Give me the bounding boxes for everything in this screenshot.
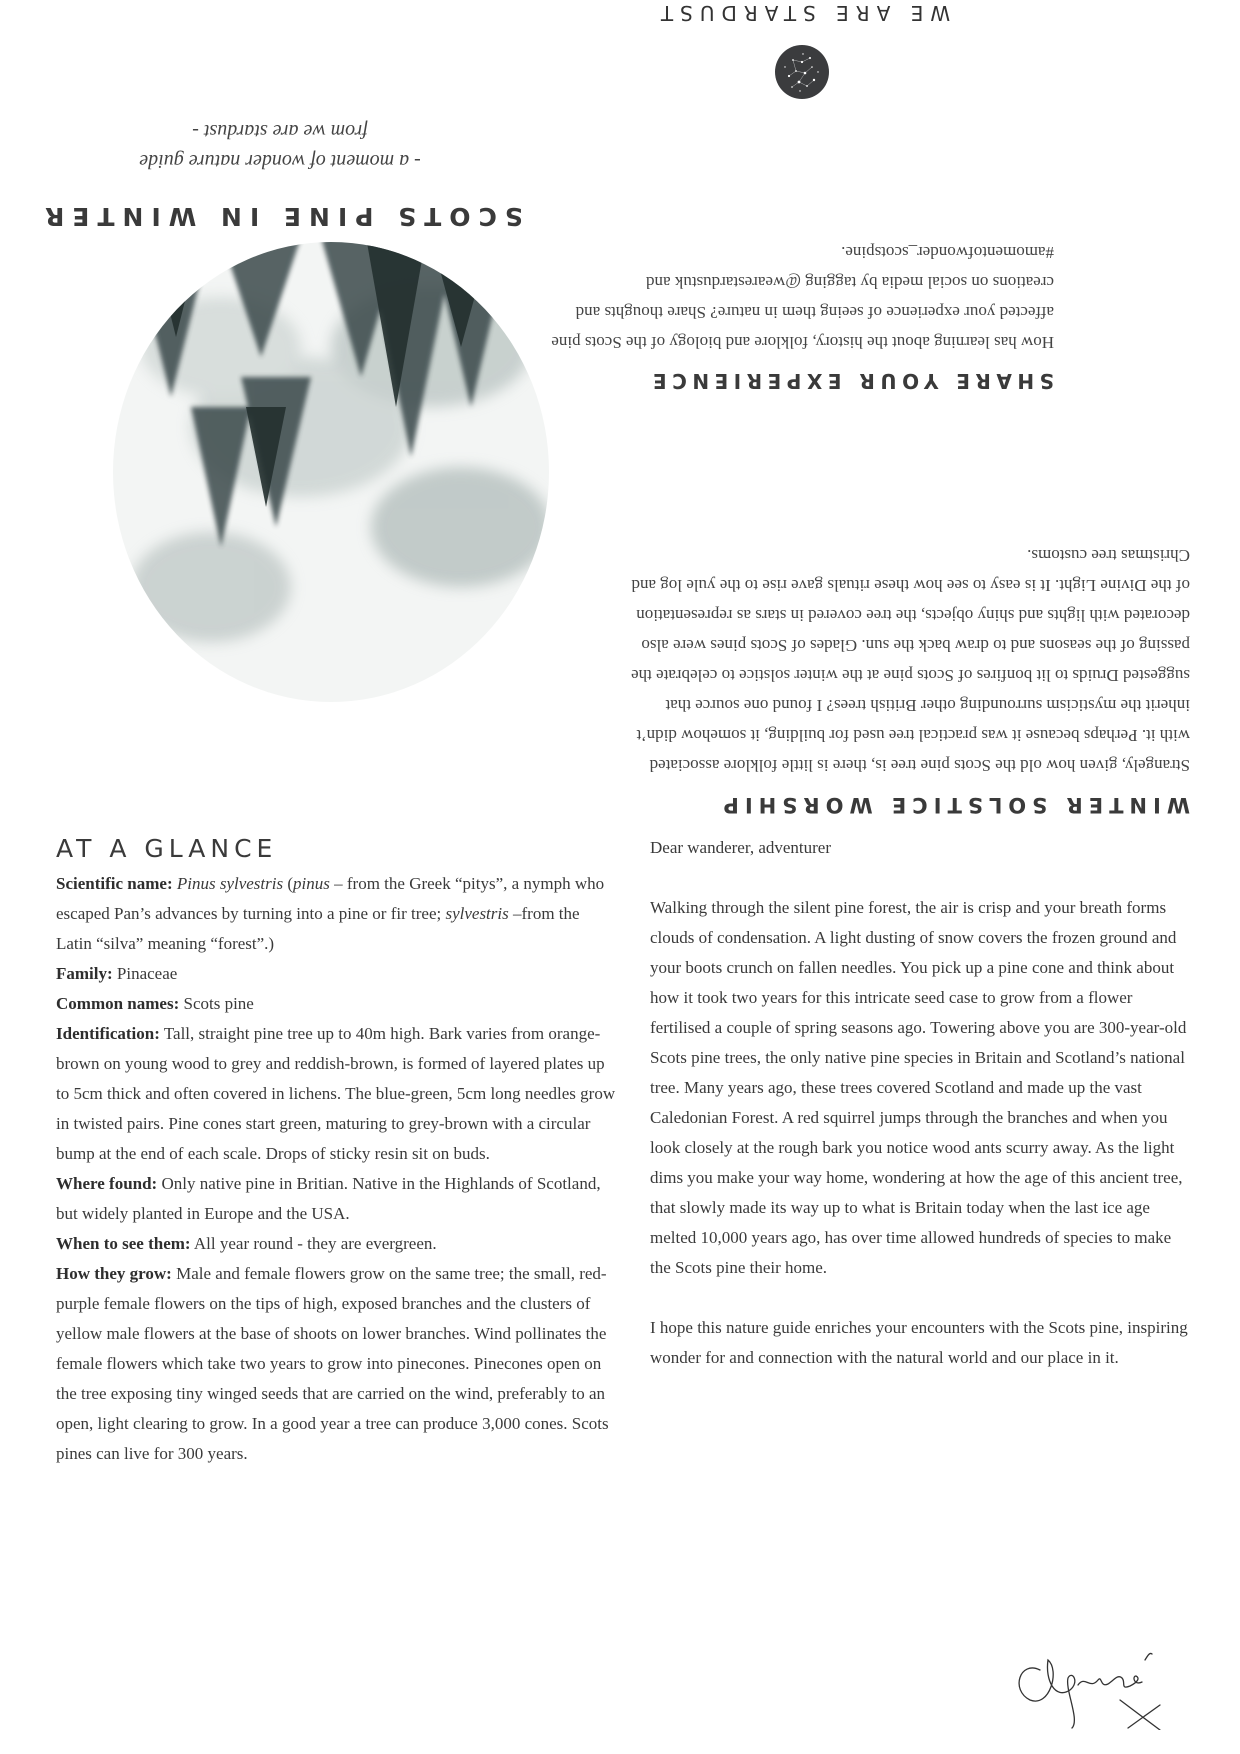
identification-value: Tall, straight pine tree up to 40m high. Bark varies from orange-brown on young wood to grey and reddish-brown, is formed of layered plates up to 5cm thick and often covered in lichens. The blue-green, 5cm long needles grow in twisted pairs. Pine cones start green, maturing to grey-brown with a circular bump at the end of each scale. Drops of sticky resin sit on buds.: [56, 1024, 616, 1163]
when-to-see-value: All year round - they are evergreen.: [190, 1234, 437, 1253]
scientific-text: –from the Latin “silva” meaning “forest”.): [56, 904, 580, 953]
at-a-glance-heading: AT A GLANCE: [56, 834, 278, 863]
winter-solstice-body: Strangely, given how old the Scots pine tree is, there is little folklore associated with it. Perhaps because it was practical tree used for building, it somehow didn’t inherit the mysticism surrounding other British trees? I found one source that suggested Druids to lit bonfires of Scots pine at the winter solstice to celebrate the passing of the seasons and to draw back the sun. Glades of Scots pines were also decorated with lights and shiny objects, the tree covered in stars as representation of the Divine Light. It is easy to see how these rituals gave rise to the yule log and Christmas tree customs.: [631, 546, 1190, 775]
letter-section: [650, 833, 1190, 1373]
letter-paragraph: Walking through the silent pine forest, the air is crisp and your breath forms clouds of condensation. A light dusting of snow covers the frozen ground and your boots crunch on fallen needles. You pick up a pine cone and think about how it took two years for this intricate seed case to grow from a flower fertilised a couple of spring seasons ago. Towering above you are 300-year-old Scots pine trees, the only native pine species in Britain and Scotland’s national tree. Many years ago, these trees covered Scotland and made up the vast Caledonian Forest. A red squirrel jumps through the branches and when you look closely at the rough bark you notice wood ants scurry away. As the light dims you make your way home, wondering at how the age of this ancient tree, that slowly made its way up to what is Britain today when the last ice age melted 10,000 years ago, has over time allowed hundreds of species to make the Scots pine their home.: [650, 898, 1187, 1277]
share-heading: SHARE YOUR EXPERIENCE: [647, 369, 1054, 393]
brand-name: WE ARE STARDUST: [653, 1, 951, 25]
handwritten-signature: [1010, 1630, 1170, 1730]
identification-entry: [56, 1019, 616, 1169]
where-found-entry: [56, 1169, 616, 1229]
watercolor-pine-forest-illustration: [111, 237, 551, 707]
page-subtitle: [20, 116, 540, 176]
brand-block: [552, 0, 1052, 100]
letter-greeting: Dear wanderer, adventurer: [650, 838, 832, 857]
how-they-grow-entry: [56, 1259, 616, 1469]
subtitle-line: from we are stardust -: [192, 120, 368, 142]
scientific-name-latin: Pinus sylvestris: [176, 874, 284, 893]
when-to-see-label: When to see them:: [56, 1234, 191, 1253]
common-names-entry: [56, 989, 616, 1019]
starry-logo-icon: [774, 44, 830, 100]
scientific-text: (: [283, 874, 294, 893]
family-label: Family:: [56, 964, 113, 983]
scientific-name-label: Scientific name:: [56, 874, 173, 893]
at-a-glance-section: [56, 869, 616, 1469]
winter-solstice-heading: WINTER SOLSTICE WORSHIP: [717, 793, 1190, 817]
page-title: SCOTS PINE IN WINTER: [37, 202, 523, 231]
common-names-label: Common names:: [56, 994, 180, 1013]
when-to-see-entry: [56, 1229, 616, 1259]
scientific-name-entry: [56, 869, 616, 959]
where-found-label: Where found:: [56, 1174, 158, 1193]
scientific-text: – from the Greek “pitys”, a nymph who escaped Pan’s advances by turning into a pine or fir tree;: [56, 874, 605, 923]
share-body: How has learning about the history, folklore and biology of the Scots pine affected your experience of seeing them in nature? Share thoughts and creations on social media by tagging @wearestardustuk and #amomentofwonder_scotspine.: [551, 243, 1054, 352]
title-block: [20, 116, 540, 231]
common-names-value: Scots pine: [179, 994, 254, 1013]
subtitle-line: - a moment of wonder nature guide: [139, 150, 421, 172]
identification-label: Identification:: [56, 1024, 160, 1043]
letter-paragraph: I hope this nature guide enriches your encounters with the Scots pine, inspiring wonder for and connection with the natural world and our place in it.: [650, 1318, 1188, 1367]
how-they-grow-value: Male and female flowers grow on the same tree; the small, red-purple female flowers on the tips of high, exposed branches and the clusters of yellow male flowers at the base of shoots on lower branches. Wind pollinates the female flowers which take two years to grow into pinecones. Pinecones open on the tree exposing tiny winged seeds that are carried on the wind, preferably to an open, light clearing to grow. In a good year a tree can produce 3,000 cones. Scots pines can live for 300 years.: [56, 1264, 609, 1463]
scientific-term: sylvestris: [445, 904, 509, 923]
scientific-term: pinus: [293, 874, 330, 893]
family-entry: [56, 959, 616, 989]
how-they-grow-label: How they grow:: [56, 1264, 172, 1283]
where-found-value: Only native pine in Britian. Native in the Highlands of Scotland, but widely planted in Europe and the USA.: [56, 1174, 601, 1223]
family-value: Pinaceae: [112, 964, 178, 983]
